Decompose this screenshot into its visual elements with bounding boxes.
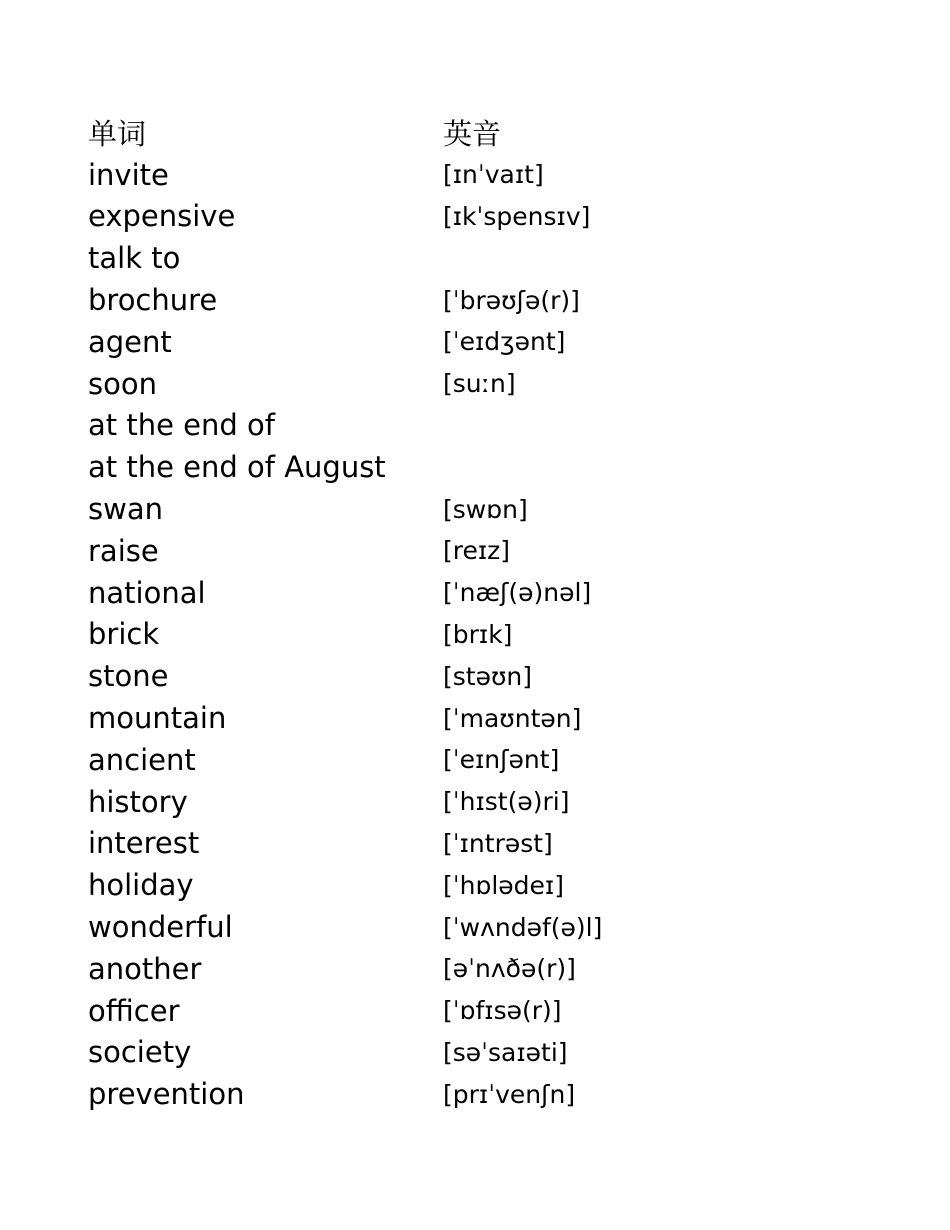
phonetic-cell: [reɪz] [443, 536, 511, 566]
table-body [88, 154, 908, 1115]
table-row [88, 1032, 908, 1074]
phonetic-column-header: 英音 [443, 117, 502, 152]
word-cell: society [88, 1035, 192, 1070]
table-row [88, 864, 908, 906]
table-row [88, 739, 908, 781]
table-row [88, 1073, 908, 1115]
phonetic-cell: [prɪˈvenʃn] [443, 1079, 576, 1109]
phonetic-cell: [ˈmaʊntən] [443, 703, 582, 733]
word-cell: expensive [88, 199, 236, 234]
word-cell: mountain [88, 701, 227, 736]
phonetic-cell: [suːn] [443, 369, 516, 399]
table-row [88, 906, 908, 948]
word-cell: officer [88, 993, 180, 1028]
word-cell: swan [88, 492, 163, 527]
phonetic-cell: [ˈeɪnʃənt] [443, 745, 560, 775]
word-cell: brochure [88, 283, 218, 318]
table-row [88, 572, 908, 614]
phonetic-cell: [brɪk] [443, 619, 513, 649]
table-row [88, 154, 908, 196]
phonetic-cell: [ɪnˈvaɪt] [443, 160, 544, 190]
word-cell: raise [88, 533, 159, 568]
table-row [88, 488, 908, 530]
table-row [88, 530, 908, 572]
word-cell: agent [88, 324, 172, 359]
phonetic-cell: [ɪkˈspensɪv] [443, 201, 591, 231]
table-row [88, 823, 908, 865]
word-cell: prevention [88, 1077, 245, 1112]
word-cell: talk to [88, 241, 181, 276]
table-row [88, 321, 908, 363]
word-cell: holiday [88, 868, 194, 903]
table-row [88, 614, 908, 656]
table-row [88, 948, 908, 990]
phonetic-cell: [ˈhɒlədeɪ] [443, 870, 564, 900]
table-row [88, 237, 908, 279]
word-cell: history [88, 784, 188, 819]
table-row [88, 990, 908, 1032]
phonetic-cell: [ˈeɪdʒənt] [443, 327, 566, 357]
word-cell: ancient [88, 742, 196, 777]
table-row [88, 196, 908, 238]
phonetic-cell: [səˈsaɪəti] [443, 1037, 568, 1067]
table-row [88, 363, 908, 405]
phonetic-cell: [ˈɒfɪsə(r)] [443, 996, 562, 1026]
phonetic-cell: [əˈnʌðə(r)] [443, 954, 576, 984]
phonetic-cell: [ˈnæʃ(ə)nəl] [443, 578, 592, 608]
phonetic-cell: [swɒn] [443, 494, 528, 524]
word-cell: brick [88, 617, 160, 652]
table-row [88, 446, 908, 488]
vocabulary-table [88, 112, 908, 1115]
phonetic-cell: [ˈɪntrəst] [443, 828, 553, 858]
table-row [88, 697, 908, 739]
table-row [88, 781, 908, 823]
table-header-row [88, 112, 908, 154]
word-cell: another [88, 951, 202, 986]
phonetic-cell: [ˈwʌndəf(ə)l] [443, 912, 603, 942]
word-cell: stone [88, 659, 169, 694]
phonetic-cell: [ˈhɪst(ə)ri] [443, 787, 570, 817]
word-cell: invite [88, 157, 169, 192]
table-row [88, 405, 908, 447]
phonetic-cell: [ˈbrəʊʃə(r)] [443, 285, 580, 315]
word-column-header: 单词 [88, 117, 147, 152]
word-cell: wonderful [88, 910, 233, 945]
word-cell: interest [88, 826, 200, 861]
word-cell: at the end of August [88, 450, 386, 485]
word-cell: at the end of [88, 408, 275, 443]
phonetic-cell: [stəʊn] [443, 661, 533, 691]
table-row [88, 655, 908, 697]
word-cell: soon [88, 366, 157, 401]
table-row [88, 279, 908, 321]
word-cell: national [88, 575, 206, 610]
